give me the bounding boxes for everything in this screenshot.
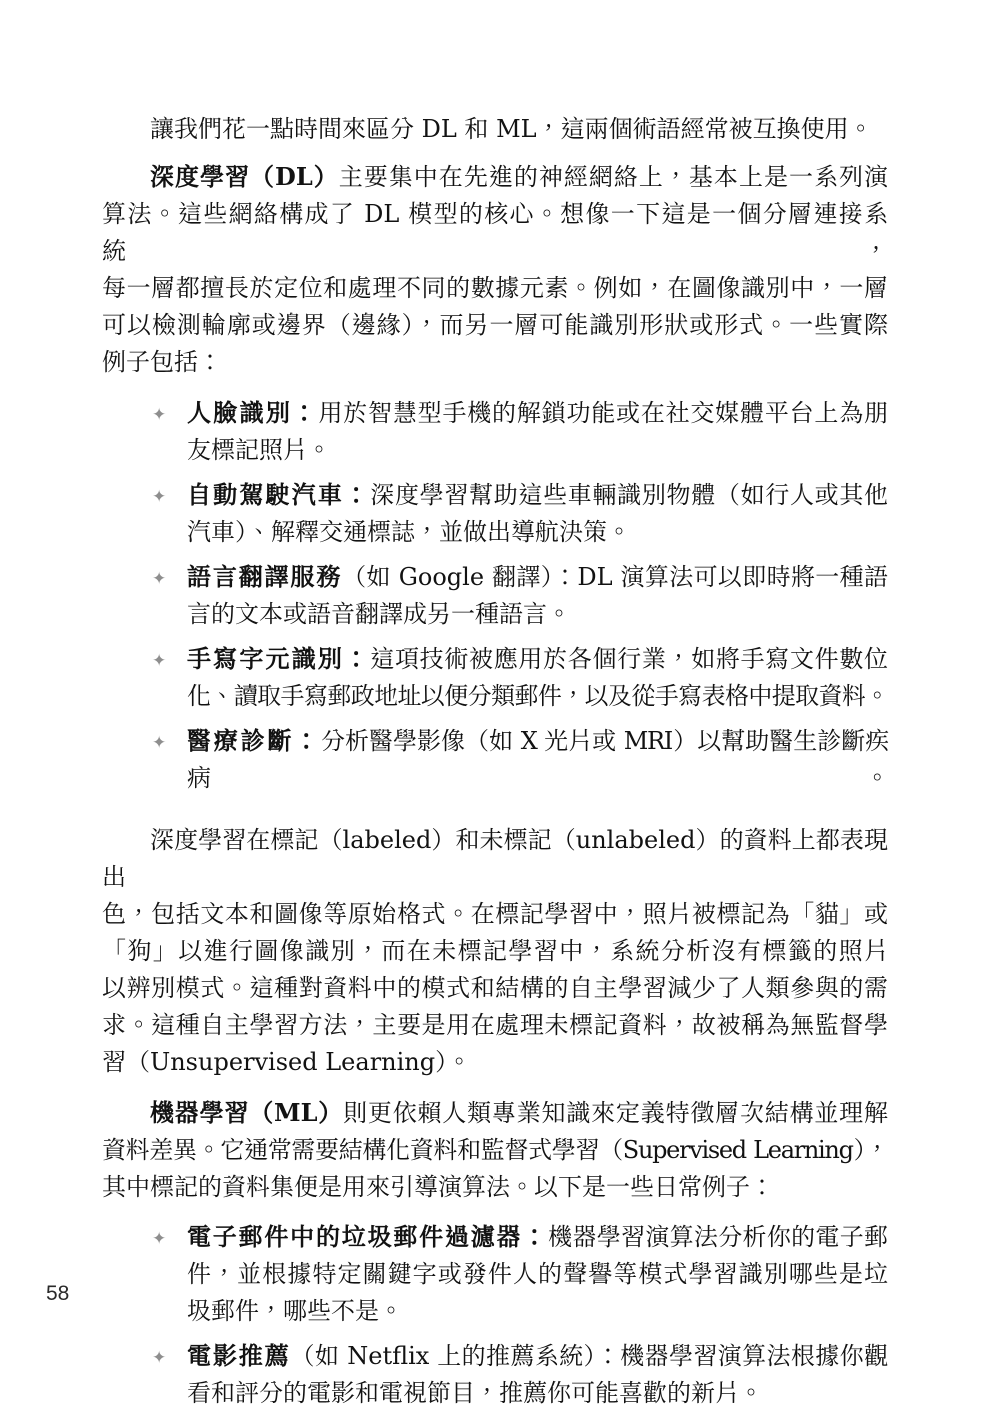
text-line — [102, 1094, 888, 1132]
text-span: （如 Netflix 上的推薦系統）：機器學習演算法根據你觀 — [290, 1342, 889, 1370]
text-span: 機器學習演算法分析你的電子郵 — [548, 1223, 889, 1251]
list-item-translation — [102, 558, 888, 633]
text-line — [187, 558, 888, 596]
text-line: 資料差異。它通常需要結構化資料和監督式學習（Supervised Learning）， — [102, 1136, 888, 1164]
text-line: 其中標記的資料集便是用來引導演算法。以下是一些日常例子： — [102, 1173, 774, 1201]
text-line — [102, 158, 888, 196]
list-item-movie-recommendation — [102, 1337, 888, 1412]
bullet-term: 人臉識別： — [187, 398, 319, 427]
text-line — [187, 476, 888, 514]
text-line: 汽車）、解釋交通標誌，並做出導航決策。 — [187, 518, 631, 546]
four-pointed-star-icon: ✦ — [152, 1229, 167, 1249]
paragraph-intro — [102, 111, 888, 148]
dl-example-list — [102, 394, 888, 797]
four-pointed-star-icon: ✦ — [152, 405, 167, 425]
bullet-term: 電影推薦 — [187, 1341, 291, 1370]
text-line: 習（Unsupervised Learning）。 — [102, 1048, 472, 1076]
list-item-self-driving — [102, 476, 888, 551]
text-line: 以辨別模式。這種對資料中的模式和結構的自主學習減少了人類參與的需 — [102, 974, 888, 1002]
text-column — [102, 111, 888, 1412]
text-line — [187, 1337, 888, 1375]
text-line: 圾郵件，哪些不是。 — [187, 1297, 403, 1325]
paragraph-labeled-unlabeled — [102, 822, 888, 1081]
list-item-face-recognition — [102, 394, 888, 469]
bullet-term: 自動駕駛汽車： — [187, 480, 371, 509]
text-line: 言的文本或語音翻譯成另一種語言。 — [187, 600, 571, 628]
text-line: 看和評分的電影和電視節目，推薦你可能喜歡的新片。 — [187, 1379, 763, 1407]
text-line — [187, 394, 888, 432]
bullet-term: 手寫字元識別： — [187, 644, 371, 673]
bullet-term: 電子郵件中的垃圾郵件過濾器： — [187, 1222, 549, 1251]
bold-term-ml: 機器學習（ML） — [150, 1098, 344, 1127]
text-line: 每一層都擅長於定位和處理不同的數據元素。例如，在圖像識別中，一層 — [102, 274, 888, 302]
list-item-handwriting — [102, 640, 888, 715]
text-span: （如 Google 翻譯）：DL 演算法可以即時將一種語 — [342, 563, 888, 591]
text-line: 算法。這些網絡構成了 DL 模型的核心。想像一下這是一個分層連接系統， — [102, 200, 888, 265]
four-pointed-star-icon: ✦ — [152, 651, 167, 671]
text-span: 深度學習幫助這些車輛識別物體（如行人或其他 — [370, 481, 888, 509]
text-line — [187, 1218, 888, 1256]
text-line: 求。這種自主學習方法，主要是用在處理未標記資料，故被稱為無監督學 — [102, 1011, 888, 1039]
page-number: 58 — [46, 1282, 70, 1305]
four-pointed-star-icon: ✦ — [152, 569, 167, 589]
text-line — [187, 640, 888, 678]
list-item-medical — [102, 722, 888, 797]
text-span: 則更依賴人類專業知識來定義特徵層次結構並理解 — [343, 1099, 888, 1127]
list-item-spam-filter — [102, 1218, 888, 1330]
paragraph-machine-learning — [102, 1094, 888, 1206]
text-line: 讓我們花一點時間來區分 DL 和 ML，這兩個術語經常被互換使用。 — [150, 115, 873, 143]
text-line: 色，包括文本和圖像等原始格式。在標記學習中，照片被標記為「貓」或 — [102, 900, 888, 928]
text-span: 主要集中在先進的神經網絡上，基本上是一系列演 — [338, 163, 888, 191]
text-line — [187, 722, 888, 797]
bullet-term: 語言翻譯服務 — [187, 562, 343, 591]
text-span: 用於智慧型手機的解鎖功能或在社交媒體平台上為朋 — [318, 399, 889, 427]
text-line: 可以檢測輪廓或邊界（邊緣），而另一層可能識別形狀或形式。一些實際 — [102, 311, 888, 339]
text-line: 例子包括： — [102, 348, 222, 376]
paragraph-deep-learning — [102, 158, 888, 381]
four-pointed-star-icon: ✦ — [152, 1348, 167, 1368]
text-line: 件，並根據特定關鍵字或發件人的聲譽等模式學習識別哪些是垃 — [187, 1260, 888, 1288]
text-line: 「狗」以進行圖像識別，而在未標記學習中，系統分析沒有標籤的照片 — [102, 937, 888, 965]
bold-term-dl: 深度學習（DL） — [150, 162, 339, 191]
text-span: 這項技術被應用於各個行業，如將手寫文件數位 — [370, 645, 888, 673]
four-pointed-star-icon: ✦ — [152, 487, 167, 507]
bullet-term: 醫療診斷： — [187, 726, 322, 755]
text-line: 深度學習在標記（labeled）和未標記（unlabeled）的資料上都表現出 — [102, 826, 888, 891]
text-line: 化、讀取手寫郵政地址以便分類郵件，以及從手寫表格中提取資料。 — [187, 682, 888, 710]
ml-example-list — [102, 1218, 888, 1412]
four-pointed-star-icon: ✦ — [152, 733, 167, 753]
text-span: 分析醫學影像（如 X 光片或 MRI）以幫助醫生診斷疾病。 — [187, 727, 889, 792]
text-line: 友標記照片。 — [187, 436, 331, 464]
